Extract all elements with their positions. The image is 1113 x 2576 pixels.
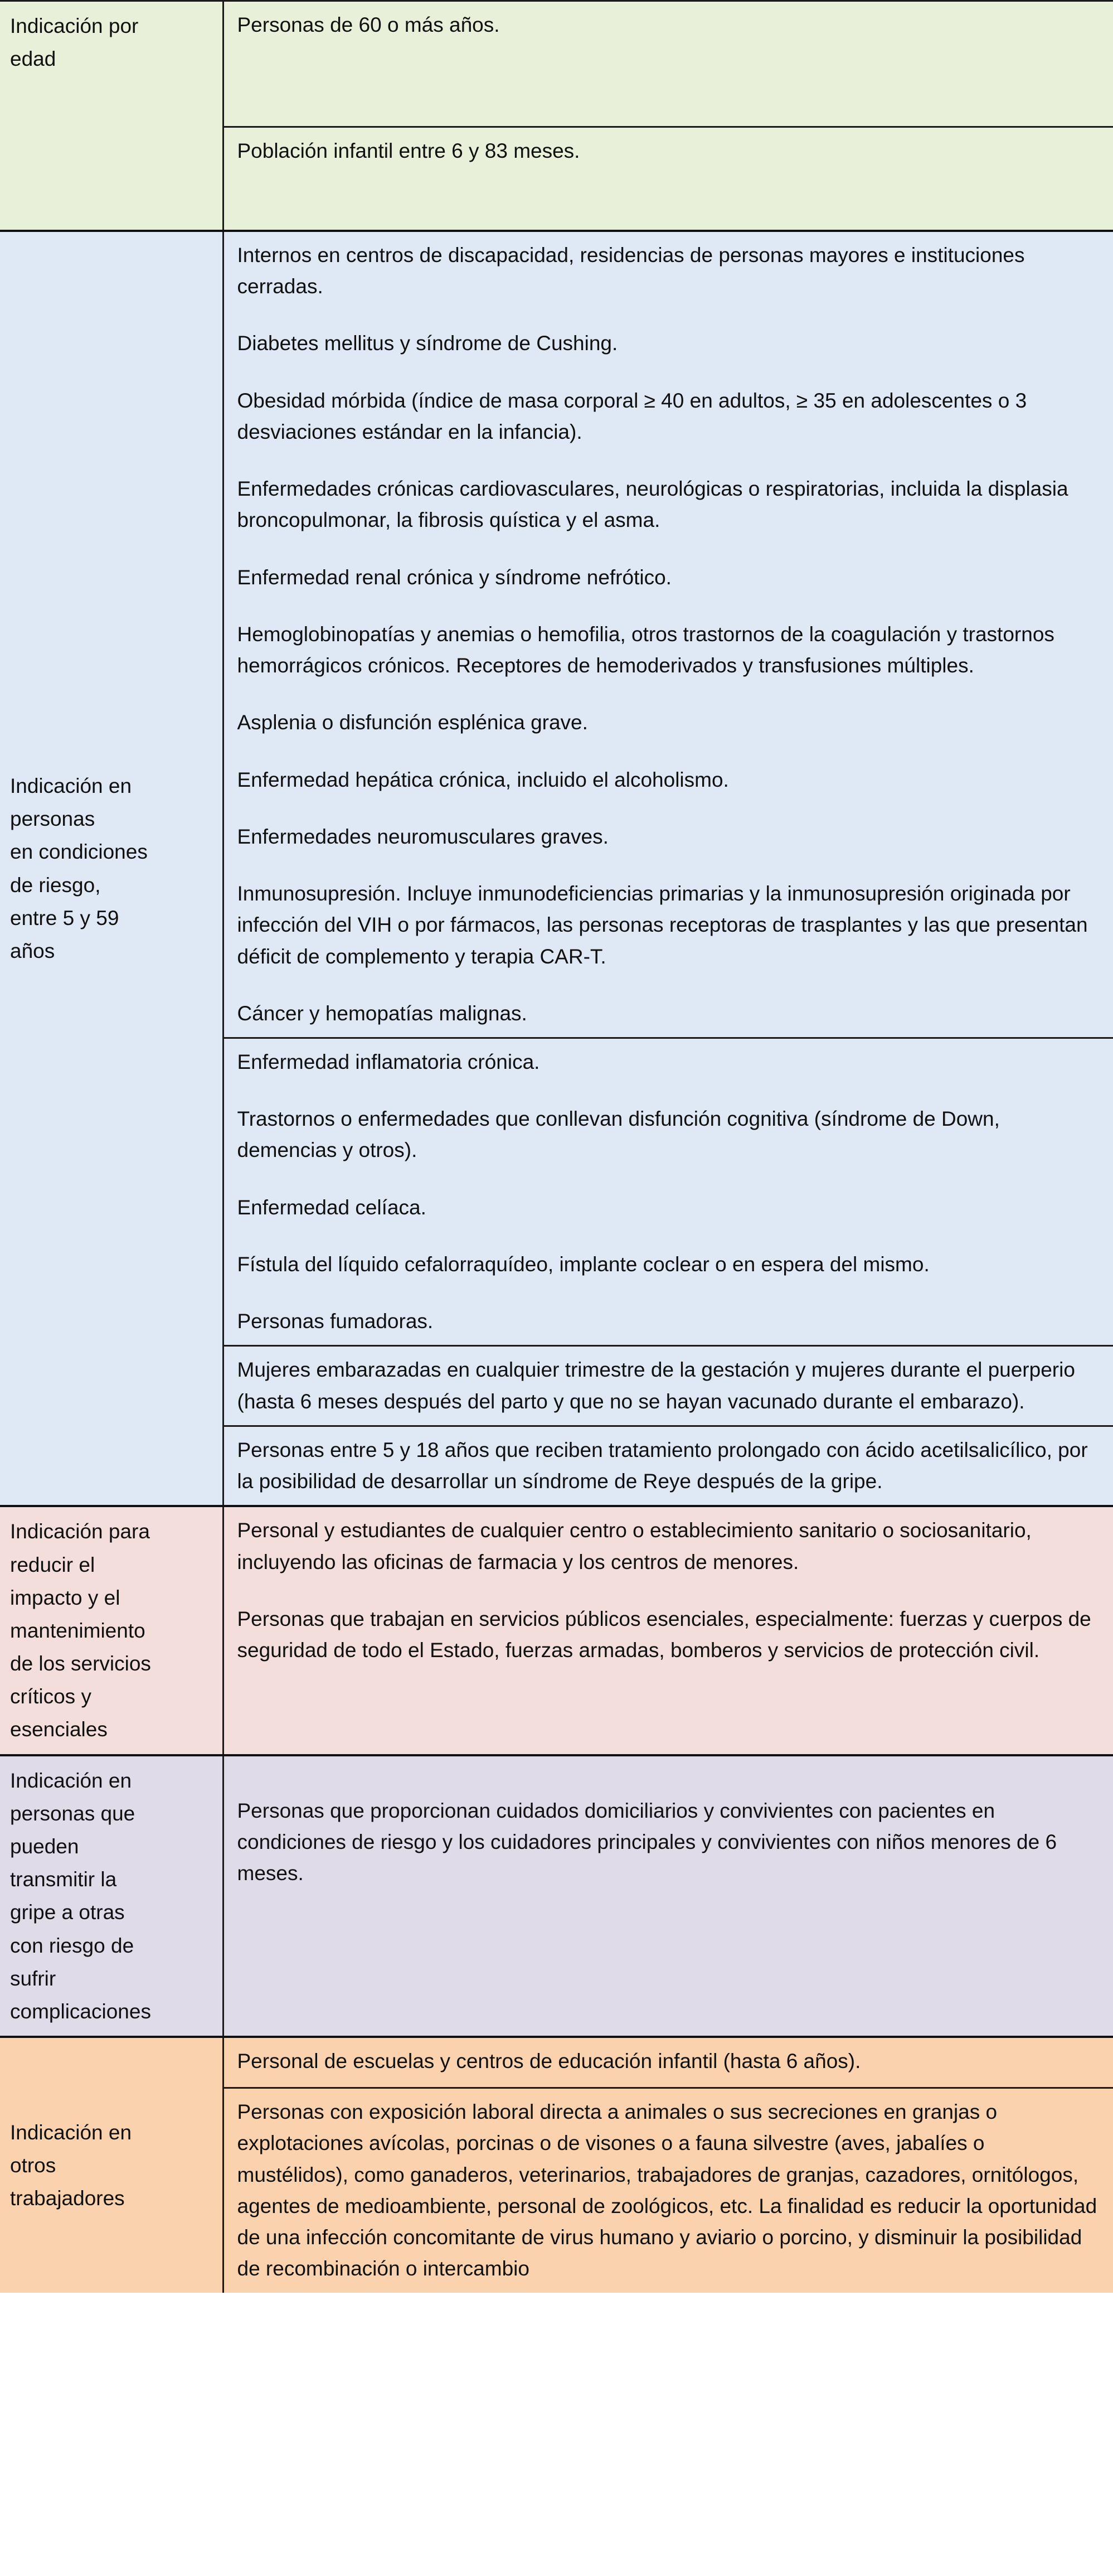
paragraph: Enfermedad inflamatoria crónica. bbox=[237, 1050, 540, 1073]
section-label-line: de riesgo, bbox=[10, 873, 101, 897]
section-label-line: con riesgo de bbox=[10, 1934, 134, 1957]
cell-edad-60 bbox=[223, 1, 1113, 127]
section-label-line: Indicación en bbox=[10, 774, 132, 798]
section-label-edad bbox=[0, 1, 223, 231]
section-label-line: edad bbox=[10, 47, 56, 71]
paragraph: Personas fumadoras. bbox=[237, 1310, 434, 1333]
section-label-line: sufrir bbox=[10, 1967, 56, 1990]
paragraph: Personal de escuelas y centros de educación infantil (hasta 6 años). bbox=[237, 2050, 861, 2073]
section-label-line: entre 5 y 59 bbox=[10, 906, 119, 929]
cell-edad-infantil bbox=[223, 127, 1113, 231]
section-label-line: Indicación en bbox=[10, 1769, 132, 1792]
paragraph: Trastornos o enfermedades que conllevan disfunción cognitiva (síndrome de Down, demencias y otros). bbox=[237, 1107, 1000, 1162]
cell-riesgo-embarazo bbox=[223, 1346, 1113, 1426]
section-label-line: años bbox=[10, 940, 55, 963]
table-row bbox=[0, 1755, 1113, 2037]
cell-riesgo-lista-2 bbox=[223, 1038, 1113, 1345]
paragraph: Hemoglobinopatías y anemias o hemofilia, otros trastornos de la coagulación y trastornos hemorrágicos crónicos. Receptores de hemoderivados y transfusiones múltiples. bbox=[237, 622, 1054, 677]
section-label-line: impacto y el bbox=[10, 1586, 120, 1609]
paragraph: Personal y estudiantes de cualquier centro o establecimiento sanitario o sociosanitario, incluyendo las oficinas de farmacia y los centros de menores. bbox=[237, 1519, 1032, 1573]
section-label-line: Indicación por bbox=[10, 14, 139, 37]
paragraph: Personas de 60 o más años. bbox=[237, 13, 500, 36]
paragraph: Obesidad mórbida (índice de masa corporal ≥ 40 en adultos, ≥ 35 en adolescentes o 3 desviaciones estándar en la infancia). bbox=[237, 389, 1027, 443]
section-label-line: esenciales bbox=[10, 1718, 108, 1741]
paragraph: Personas entre 5 y 18 años que reciben tratamiento prolongado con ácido acetilsalicílico, por la posibilidad de desarrollar un síndrome de Reye después de la gripe. bbox=[237, 1438, 1088, 1493]
cell-riesgo-lista-1 bbox=[223, 231, 1113, 1038]
paragraph: Cáncer y hemopatías malignas. bbox=[237, 1001, 527, 1025]
section-label-line: personas bbox=[10, 807, 95, 831]
section-label-line: gripe a otras bbox=[10, 1901, 125, 1924]
paragraph: Mujeres embarazadas en cualquier trimestre de la gestación y mujeres durante el puerperio (hasta 6 meses después del parto y que no se hayan vacunado durante el embarazo). bbox=[237, 1358, 1075, 1413]
section-label-line: complicaciones bbox=[10, 1999, 151, 2023]
paragraph: Personas con exposición laboral directa a animales o sus secreciones en granjas o explotaciones avícolas, porcinas o de visones o a fauna silvestre (aves, jabalíes o mustélidos), como ganaderos, veterinarios, trabajadores de granjas, cazadores, ornitólogos, agentes de medioambiente, personal de zoológicos, etc. La finalidad es reducir la oportunidad de una infección concomitante de virus humano y aviario o porcino, y disminuir la posibilidad de recombinación o intercambio bbox=[237, 2100, 1097, 2280]
cell-servicios-criticos bbox=[223, 1506, 1113, 1755]
section-label-line: personas que bbox=[10, 1802, 135, 1825]
paragraph: Enfermedades neuromusculares graves. bbox=[237, 825, 609, 848]
paragraph: Enfermedad hepática crónica, incluido el alcoholismo. bbox=[237, 768, 729, 791]
section-label-transmisores bbox=[0, 1755, 223, 2037]
section-label-line: trabajadores bbox=[10, 2186, 125, 2210]
paragraph: Enfermedades crónicas cardiovasculares, neurológicas o respiratorias, incluida la displasia broncopulmonar, la fibrosis quística y el asma. bbox=[237, 477, 1068, 532]
paragraph: Enfermedad celíaca. bbox=[237, 1195, 426, 1219]
paragraph: Asplenia o disfunción esplénica grave. bbox=[237, 711, 588, 734]
paragraph: Diabetes mellitus y síndrome de Cushing. bbox=[237, 332, 618, 355]
paragraph: Fístula del líquido cefalorraquídeo, implante coclear o en espera del mismo. bbox=[237, 1252, 930, 1276]
section-label-servicios-criticos bbox=[0, 1506, 223, 1755]
table-row bbox=[0, 1506, 1113, 1755]
section-label-riesgo bbox=[0, 231, 223, 1506]
section-label-line: Indicación para bbox=[10, 1520, 150, 1543]
table-body bbox=[0, 1, 1113, 2293]
cell-riesgo-reye bbox=[223, 1426, 1113, 1506]
cell-transmisores bbox=[223, 1755, 1113, 2037]
section-label-line: mantenimiento bbox=[10, 1619, 145, 1642]
section-label-line: de los servicios bbox=[10, 1652, 151, 1676]
section-label-line: reducir el bbox=[10, 1553, 95, 1576]
section-label-otros-trabajadores bbox=[0, 2037, 223, 2292]
paragraph: Enfermedad renal crónica y síndrome nefrótico. bbox=[237, 565, 672, 589]
table-row bbox=[0, 1, 1113, 127]
cell-escuelas-infantil bbox=[223, 2037, 1113, 2088]
section-label-line: transmitir la bbox=[10, 1868, 117, 1891]
paragraph: Internos en centros de discapacidad, residencias de personas mayores e instituciones cerradas. bbox=[237, 244, 1025, 298]
section-label-line: otros bbox=[10, 2153, 56, 2177]
section-label-line: pueden bbox=[10, 1835, 79, 1858]
section-label-line: Indicación en bbox=[10, 2120, 132, 2144]
paragraph: Personas que proporcionan cuidados domiciliarios y convivientes con pacientes en condiciones de riesgo y los cuidadores principales y convivientes con niños menores de 6 meses. bbox=[237, 1799, 1057, 1885]
paragraph: Personas que trabajan en servicios públicos esenciales, especialmente: fuerzas y cuerpos de seguridad de todo el Estado, fuerzas armadas, bomberos y servicios de protección civil. bbox=[237, 1607, 1091, 1662]
section-label-line: críticos y bbox=[10, 1685, 91, 1708]
cell-exposicion-animales bbox=[223, 2088, 1113, 2293]
section-label-line: en condiciones bbox=[10, 840, 148, 864]
paragraph: Población infantil entre 6 y 83 meses. bbox=[237, 139, 580, 162]
table-row bbox=[0, 231, 1113, 1038]
table-row bbox=[0, 2037, 1113, 2088]
paragraph: Inmunosupresión. Incluye inmunodeficiencias primarias y la inmunosupresión originada por infección del VIH o por fármacos, las personas receptoras de trasplantes y las que presentan déficit de complemento y terapia CAR-T. bbox=[237, 882, 1088, 968]
